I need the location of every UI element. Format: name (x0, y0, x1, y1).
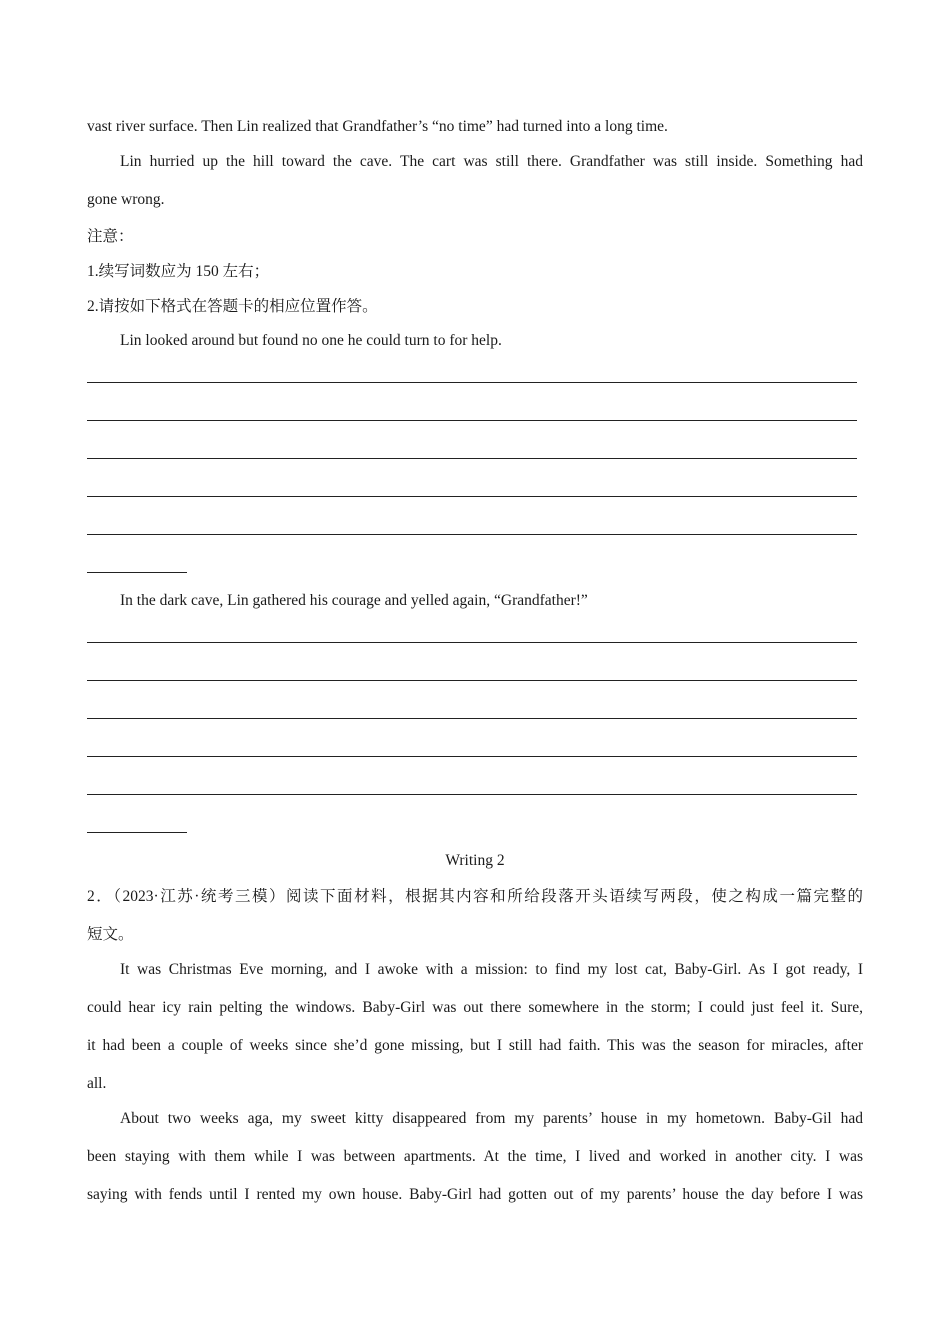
story-paragraph-line: Lin hurried up the hill toward the cave. The cart was still there. Grandfather was still inside. Something had (120, 153, 863, 170)
answer-line (87, 534, 857, 535)
continuation-prompt-1: Lin looked around but found no one he could turn to for help. (120, 332, 502, 349)
note-item-format: 2.请按如下格式在答题卡的相应位置作答。 (87, 298, 378, 315)
passage-line: all. (87, 1075, 107, 1092)
answer-line (87, 382, 857, 383)
answer-line (87, 718, 857, 719)
answer-line (87, 458, 857, 459)
passage-line: It was Christmas Eve morning, and I awoke with a mission: to find my lost cat, Baby-Girl. As I got ready, I (120, 961, 863, 978)
passage-line: been staying with them while I was between apartments. At the time, I lived and worked in another city. I was (87, 1148, 863, 1165)
answer-line (87, 680, 857, 681)
passage-line: could hear icy rain pelting the windows. Baby-Girl was out there somewhere in the storm; I could just feel it. Sure, (87, 999, 863, 1016)
answer-line (87, 794, 857, 795)
note-item-word-count: 1.续写词数应为 150 左右； (87, 263, 270, 280)
answer-line-short (87, 832, 187, 833)
question-line: 2．（2023·江苏·统考三模）阅读下面材料，根据其内容和所给段落开头语续写两段，使之构成一篇完整的 (87, 888, 863, 905)
passage-line: saying with fends until I rented my own house. Baby-Girl had gotten out of my parents’ house the day before I was (87, 1186, 863, 1203)
question-line: 短文。 (87, 926, 134, 943)
answer-line (87, 496, 857, 497)
answer-line-short (87, 572, 187, 573)
notes-heading: 注意： (87, 228, 134, 245)
answer-line (87, 756, 857, 757)
answer-line (87, 642, 857, 643)
story-line: vast river surface. Then Lin realized that Grandfather’s “no time” had turned into a long time. (87, 118, 668, 135)
answer-line (87, 420, 857, 421)
continuation-prompt-2: In the dark cave, Lin gathered his courage and yelled again, “Grandfather!” (120, 592, 588, 609)
passage-line: About two weeks aga, my sweet kitty disappeared from my parents’ house in my hometown. Baby-Gil had (120, 1110, 863, 1127)
passage-line: it had been a couple of weeks since she’d gone missing, but I still had faith. This was the season for miracles, after (87, 1037, 863, 1054)
section-title: Writing 2 (445, 852, 505, 869)
story-paragraph-line: gone wrong. (87, 191, 165, 208)
